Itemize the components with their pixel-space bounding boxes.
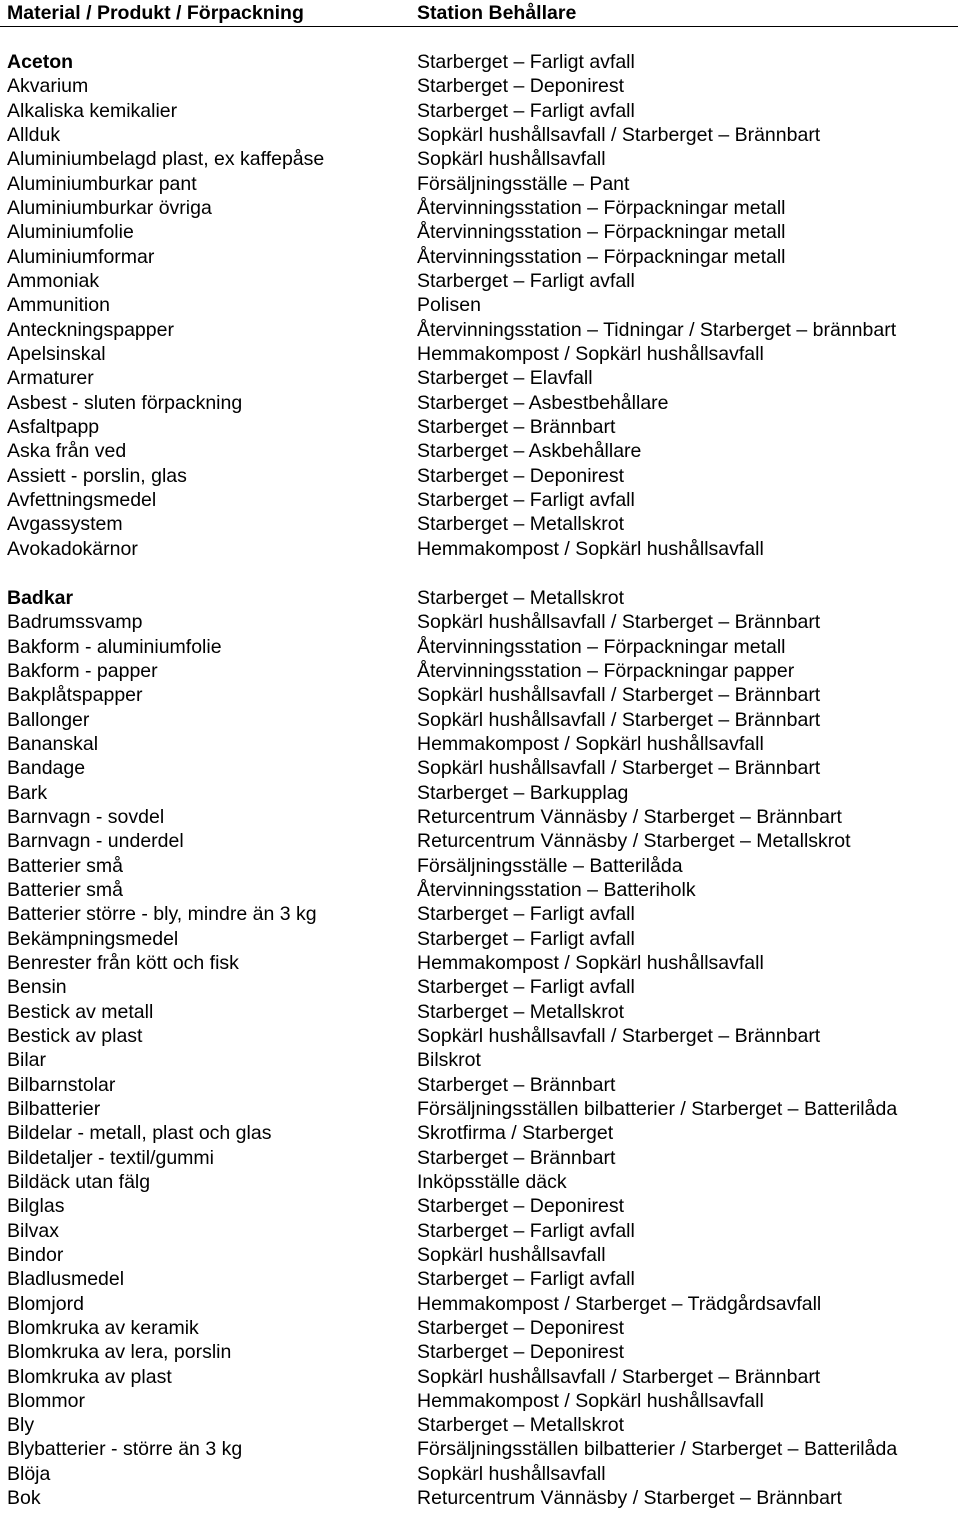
station-cell: Sopkärl hushållsavfall / Starberget – Brännbart <box>417 708 821 731</box>
station-cell: Hemmakompost / Sopkärl hushållsavfall <box>417 537 764 560</box>
material-cell: Batterier små <box>7 854 123 877</box>
material-cell: Bakform - papper <box>7 659 158 682</box>
table-row <box>0 74 958 98</box>
material-cell: Blomkruka av keramik <box>7 1316 199 1339</box>
material-cell: Ballonger <box>7 708 90 731</box>
material-cell: Bilbarnstolar <box>7 1073 116 1096</box>
station-cell: Försäljningsställe – Pant <box>417 172 630 195</box>
material-cell: Aluminiumburkar pant <box>7 172 197 195</box>
material-cell: Badkar <box>7 587 74 609</box>
station-cell: Sopkärl hushållsavfall / Starberget – Brännbart <box>417 611 821 634</box>
table-row <box>0 488 958 512</box>
station-cell: Starberget – Farligt avfall <box>417 927 635 950</box>
table-row <box>0 318 958 342</box>
material-cell: Armaturer <box>7 367 94 390</box>
station-cell: Starberget – Deponirest <box>417 75 625 98</box>
material-cell: Blomkruka av lera, porslin <box>7 1341 232 1364</box>
table-row <box>0 123 958 147</box>
table-row <box>0 537 958 561</box>
table-header <box>0 0 958 27</box>
table-row <box>0 854 958 878</box>
material-cell: Bilbatterier <box>7 1097 101 1120</box>
station-cell: Starberget – Deponirest <box>417 1316 625 1339</box>
station-cell: Bilskrot <box>417 1049 481 1072</box>
station-cell: Sopkärl hushållsavfall <box>417 1243 606 1266</box>
table-row <box>0 951 958 975</box>
station-cell: Starberget – Farligt avfall <box>417 976 635 999</box>
station-cell: Försäljningsställen bilbatterier / Starberget – Batterilåda <box>417 1097 898 1120</box>
material-cell: Avokadokärnor <box>7 537 138 560</box>
station-cell: Återvinningsstation – Batteriholk <box>417 878 696 901</box>
material-cell: Ammunition <box>7 294 110 317</box>
material-cell: Barnvagn - sovdel <box>7 805 165 828</box>
table-row <box>0 1486 958 1510</box>
material-cell: Blöja <box>7 1462 51 1485</box>
material-cell: Bilvax <box>7 1219 60 1242</box>
material-cell: Blommor <box>7 1389 86 1412</box>
station-cell: Returcentrum Vännäsby / Starberget – Metallskrot <box>417 830 851 853</box>
station-cell: Hemmakompost / Sopkärl hushållsavfall <box>417 732 764 755</box>
table-row <box>0 99 958 123</box>
station-cell: Återvinningsstation – Tidningar / Starberget – brännbart <box>417 318 897 341</box>
material-cell: Akvarium <box>7 75 89 98</box>
table-row <box>0 781 958 805</box>
table-row <box>0 147 958 171</box>
station-cell: Försäljningsställen bilbatterier / Starberget – Batterilåda <box>417 1438 898 1461</box>
material-cell: Bladlusmedel <box>7 1268 125 1291</box>
material-cell: Aceton <box>7 51 74 73</box>
table-row <box>0 196 958 220</box>
table-row <box>0 391 958 415</box>
table-row <box>0 1048 958 1072</box>
station-cell: Starberget – Deponirest <box>417 1195 625 1218</box>
table-row <box>0 172 958 196</box>
table-row <box>0 756 958 780</box>
table-row <box>0 220 958 244</box>
material-cell: Ammoniak <box>7 269 100 292</box>
station-cell: Starberget – Farligt avfall <box>417 51 635 73</box>
material-cell: Aluminiumburkar övriga <box>7 196 212 219</box>
material-cell: Bekämpningsmedel <box>7 927 179 950</box>
material-cell: Bestick av plast <box>7 1024 143 1047</box>
station-cell: Starberget – Farligt avfall <box>417 903 635 926</box>
station-cell: Återvinningsstation – Förpackningar metall <box>417 196 786 219</box>
material-cell: Bindor <box>7 1243 64 1266</box>
station-cell: Starberget – Metallskrot <box>417 1000 625 1023</box>
station-cell: Hemmakompost / Sopkärl hushållsavfall <box>417 951 764 974</box>
station-cell: Hemmakompost / Starberget – Trädgårdsavfall <box>417 1292 822 1315</box>
material-cell: Bildäck utan fälg <box>7 1170 151 1193</box>
table-row <box>0 50 958 74</box>
station-cell: Starberget – Askbehållare <box>417 440 642 463</box>
table-row <box>0 1292 958 1316</box>
station-cell: Returcentrum Vännäsby / Starberget – Brännbart <box>417 1487 842 1510</box>
table-row <box>0 878 958 902</box>
material-cell: Allduk <box>7 123 61 146</box>
station-cell: Sopkärl hushållsavfall / Starberget – Brännbart <box>417 1024 821 1047</box>
table-row <box>0 464 958 488</box>
material-cell: Blomjord <box>7 1292 84 1315</box>
material-cell: Barnvagn - underdel <box>7 830 184 853</box>
material-cell: Apelsinskal <box>7 342 106 365</box>
station-cell: Starberget – Asbestbehållare <box>417 391 669 414</box>
material-cell: Badrumssvamp <box>7 611 143 634</box>
table-row <box>0 1000 958 1024</box>
table-row <box>0 512 958 536</box>
material-cell: Aluminiumbelagd plast, ex kaffepåse <box>7 148 325 171</box>
table-row <box>0 927 958 951</box>
table-row <box>0 1389 958 1413</box>
table-row <box>0 1316 958 1340</box>
material-cell: Bakplåtspapper <box>7 684 143 707</box>
table-row <box>0 439 958 463</box>
table-row <box>0 1170 958 1194</box>
section-a-items <box>0 50 958 561</box>
table-row <box>0 1462 958 1486</box>
station-cell: Försäljningsställe – Batterilåda <box>417 854 683 877</box>
material-cell: Aska från ved <box>7 440 127 463</box>
section-b-items <box>0 586 958 1510</box>
station-cell: Skrotfirma / Starberget <box>417 1122 614 1145</box>
material-cell: Benrester från kött och fisk <box>7 951 239 974</box>
table-row <box>0 732 958 756</box>
material-cell: Bark <box>7 781 48 804</box>
table-row <box>0 1365 958 1389</box>
material-cell: Bananskal <box>7 732 99 755</box>
material-cell: Bandage <box>7 757 86 780</box>
station-cell: Returcentrum Vännäsby / Starberget – Brännbart <box>417 805 842 828</box>
table-row <box>0 1121 958 1145</box>
material-cell: Asfaltpapp <box>7 415 100 438</box>
station-cell: Starberget – Farligt avfall <box>417 1268 635 1291</box>
material-cell: Aluminiumformar <box>7 245 155 268</box>
table-row <box>0 269 958 293</box>
column-header-material: Material / Produkt / Förpackning <box>7 2 304 24</box>
material-cell: Batterier större - bly, mindre än 3 kg <box>7 903 317 926</box>
table-row <box>0 1219 958 1243</box>
station-cell: Sopkärl hushållsavfall / Starberget – Brännbart <box>417 757 821 780</box>
material-cell: Bensin <box>7 976 67 999</box>
station-cell: Starberget – Brännbart <box>417 1073 616 1096</box>
material-cell: Avfettningsmedel <box>7 488 157 511</box>
table-row <box>0 1437 958 1461</box>
table-row <box>0 1146 958 1170</box>
table-row <box>0 366 958 390</box>
material-cell: Avgassystem <box>7 513 123 536</box>
material-cell: Bly <box>7 1414 35 1437</box>
station-cell: Starberget – Metallskrot <box>417 587 625 609</box>
table-row <box>0 342 958 366</box>
station-cell: Inköpsställe däck <box>417 1170 567 1193</box>
station-cell: Starberget – Farligt avfall <box>417 488 635 511</box>
table-row <box>0 415 958 439</box>
material-cell: Alkaliska kemikalier <box>7 99 178 122</box>
table-row <box>0 245 958 269</box>
station-cell: Starberget – Deponirest <box>417 464 625 487</box>
station-cell: Polisen <box>417 294 481 317</box>
material-cell: Assiett - porslin, glas <box>7 464 187 487</box>
table-row <box>0 902 958 926</box>
table-row <box>0 1073 958 1097</box>
station-cell: Återvinningsstation – Förpackningar metall <box>417 221 786 244</box>
table-row <box>0 635 958 659</box>
station-cell: Återvinningsstation – Förpackningar metall <box>417 245 786 268</box>
table-row <box>0 1243 958 1267</box>
station-cell: Starberget – Elavfall <box>417 367 593 390</box>
station-cell: Starberget – Farligt avfall <box>417 269 635 292</box>
station-cell: Starberget – Brännbart <box>417 415 616 438</box>
material-cell: Bildelar - metall, plast och glas <box>7 1122 272 1145</box>
station-cell: Starberget – Metallskrot <box>417 1414 625 1437</box>
station-cell: Starberget – Metallskrot <box>417 513 625 536</box>
station-cell: Starberget – Deponirest <box>417 1341 625 1364</box>
station-cell: Hemmakompost / Sopkärl hushållsavfall <box>417 1389 764 1412</box>
table-row <box>0 1267 958 1291</box>
material-cell: Blybatterier - större än 3 kg <box>7 1438 243 1461</box>
material-cell: Asbest - sluten förpackning <box>7 391 243 414</box>
station-cell: Sopkärl hushållsavfall <box>417 1462 606 1485</box>
table-row <box>0 610 958 634</box>
material-cell: Bilglas <box>7 1195 65 1218</box>
station-cell: Starberget – Brännbart <box>417 1146 616 1169</box>
table-row <box>0 1024 958 1048</box>
table-row <box>0 659 958 683</box>
table-row <box>0 1340 958 1364</box>
station-cell: Sopkärl hushållsavfall / Starberget – Brännbart <box>417 123 821 146</box>
column-header-station: Station Behållare <box>417 2 577 24</box>
material-cell: Bok <box>7 1487 41 1510</box>
table-row <box>0 1194 958 1218</box>
station-cell: Starberget – Barkupplag <box>417 781 629 804</box>
station-cell: Sopkärl hushållsavfall <box>417 148 606 171</box>
material-cell: Bilar <box>7 1049 47 1072</box>
table-row <box>0 586 958 610</box>
material-cell: Batterier små <box>7 878 123 901</box>
table-row <box>0 708 958 732</box>
material-cell: Bildetaljer - textil/gummi <box>7 1146 214 1169</box>
table-row <box>0 1097 958 1121</box>
station-cell: Återvinningsstation – Förpackningar papper <box>417 659 795 682</box>
table-row <box>0 293 958 317</box>
station-cell: Återvinningsstation – Förpackningar metall <box>417 635 786 658</box>
table-row <box>0 829 958 853</box>
table-row <box>0 1413 958 1437</box>
material-cell: Blomkruka av plast <box>7 1365 172 1388</box>
material-cell: Aluminiumfolie <box>7 221 134 244</box>
station-cell: Starberget – Farligt avfall <box>417 99 635 122</box>
table-row <box>0 683 958 707</box>
station-cell: Sopkärl hushållsavfall / Starberget – Brännbart <box>417 684 821 707</box>
station-cell: Starberget – Farligt avfall <box>417 1219 635 1242</box>
material-cell: Bakform - aluminiumfolie <box>7 635 222 658</box>
station-cell: Hemmakompost / Sopkärl hushållsavfall <box>417 342 764 365</box>
material-cell: Anteckningspapper <box>7 318 174 341</box>
table-row <box>0 805 958 829</box>
station-cell: Sopkärl hushållsavfall / Starberget – Brännbart <box>417 1365 821 1388</box>
material-cell: Bestick av metall <box>7 1000 154 1023</box>
table-row <box>0 975 958 999</box>
